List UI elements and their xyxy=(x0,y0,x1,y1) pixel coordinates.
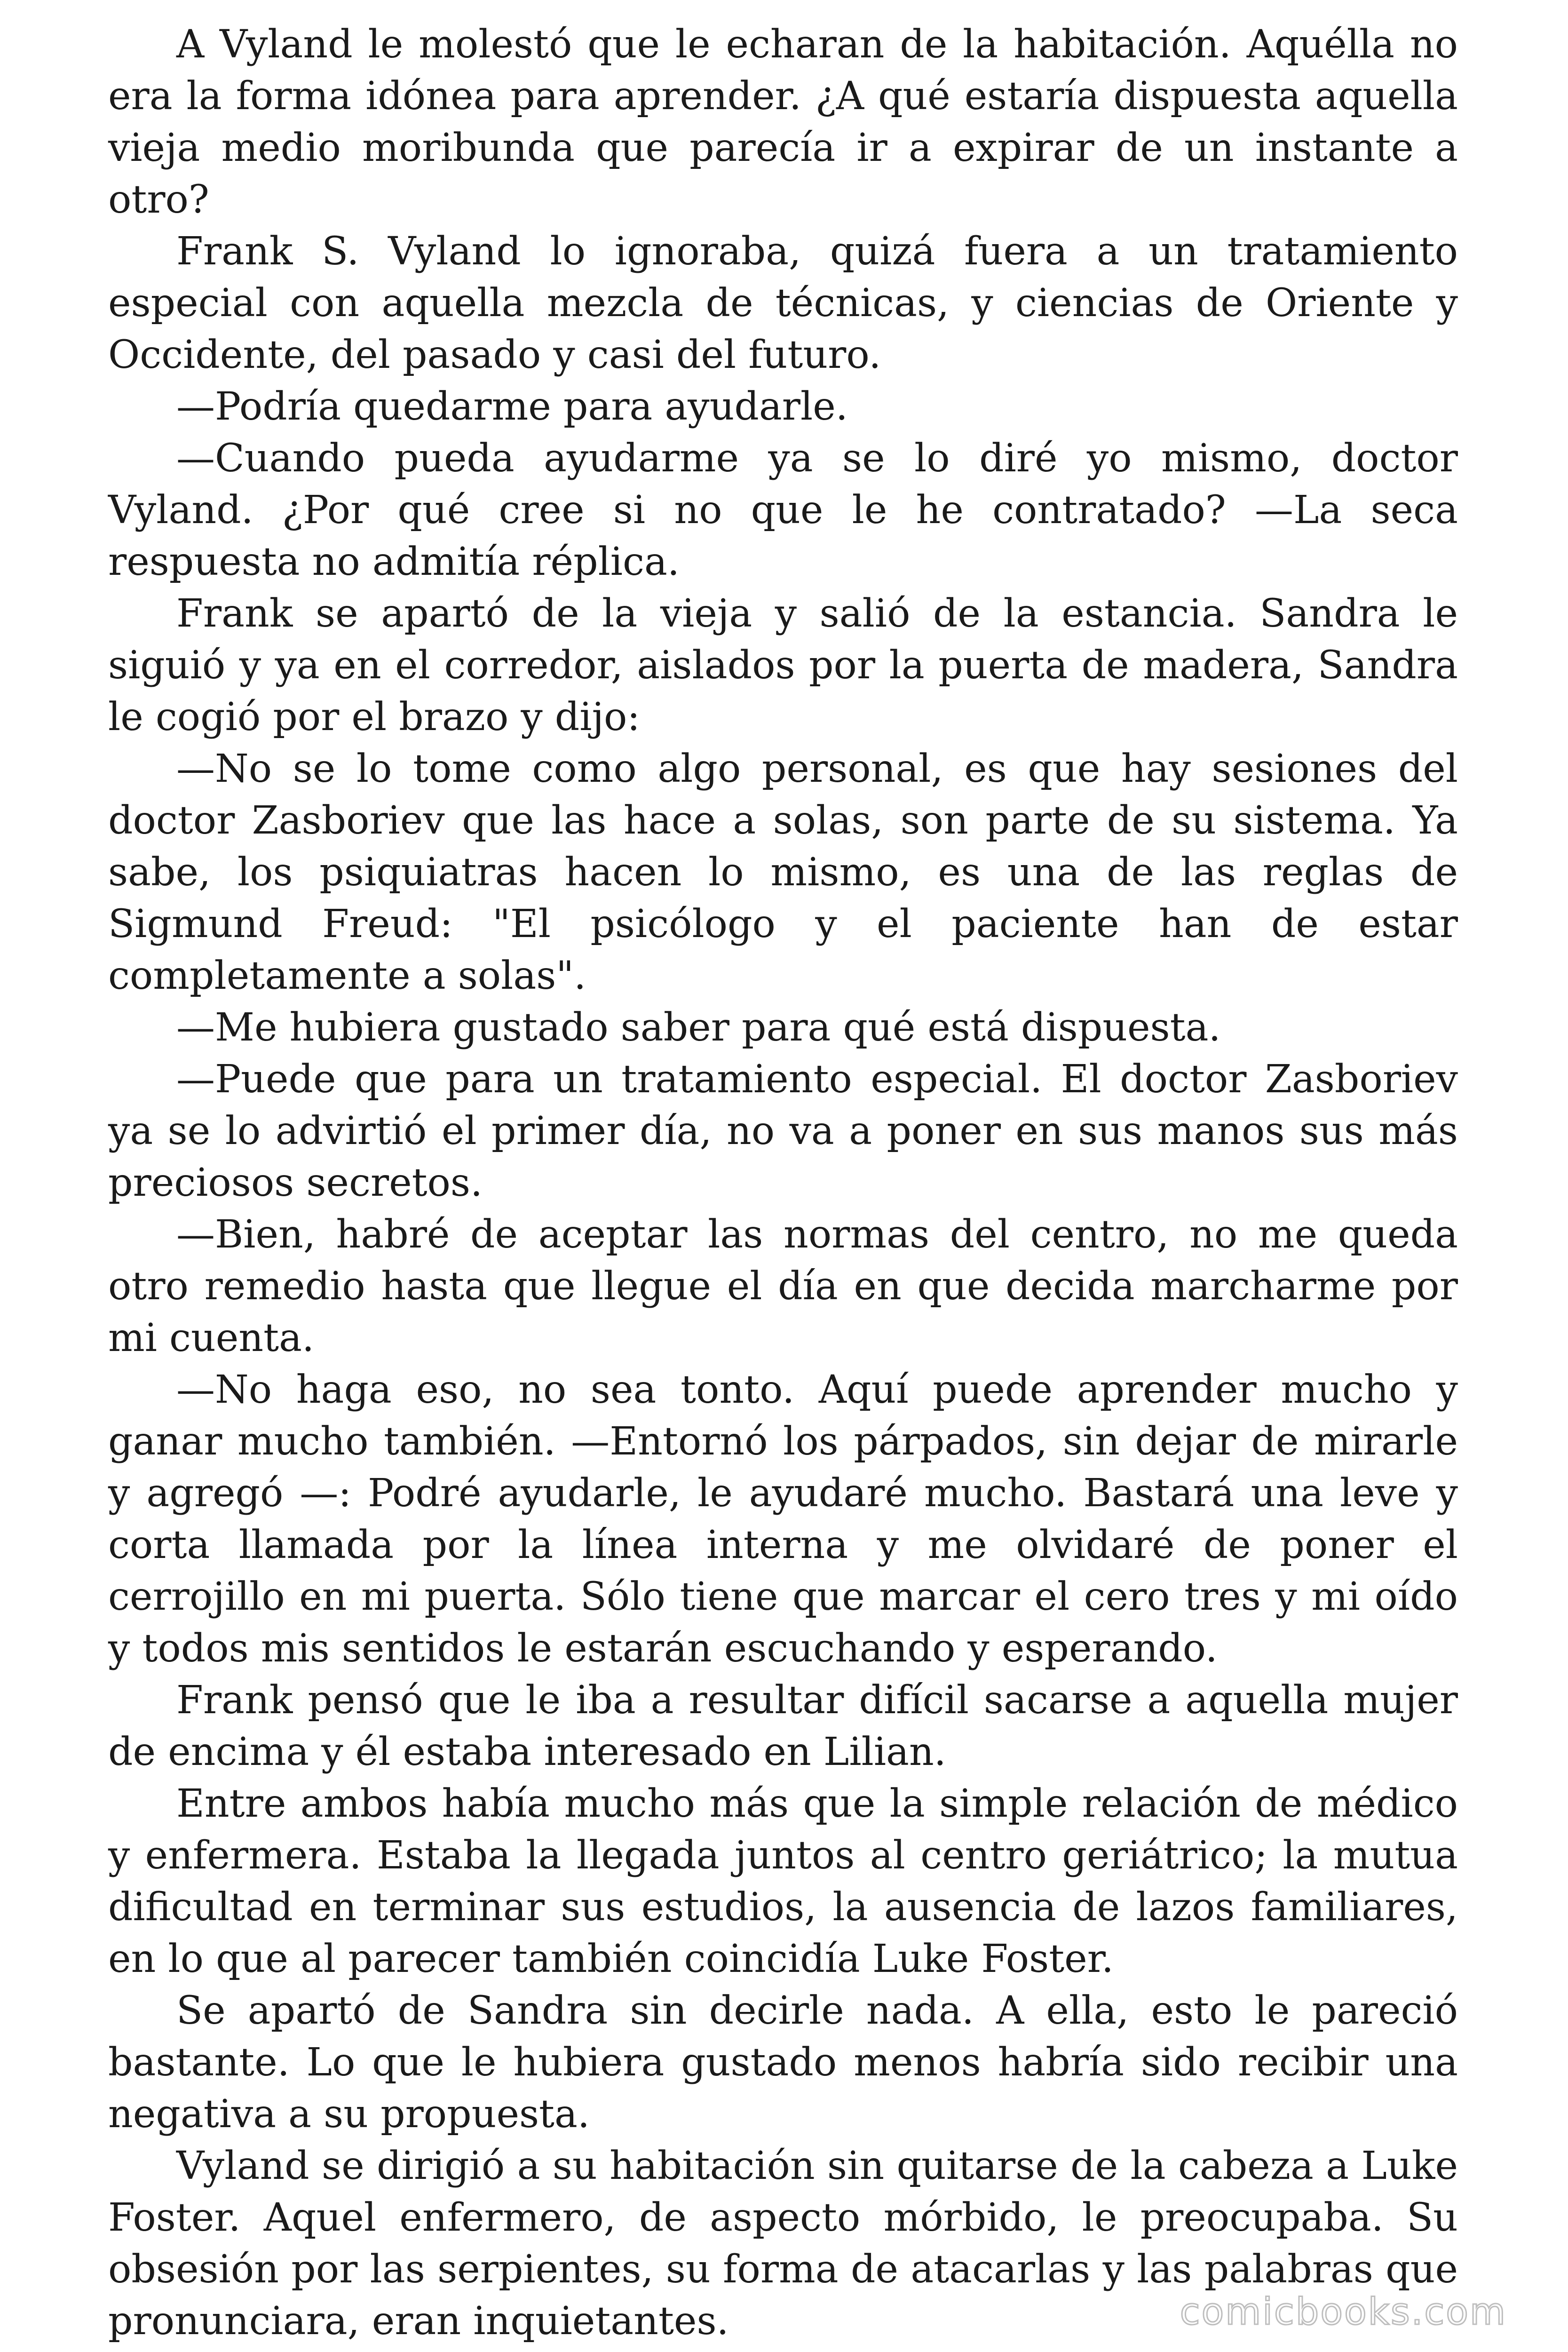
paragraph: Frank se apartó de la vieja y salió de la estancia. Sandra le siguió y ya en el corredor, aislados por la puerta de madera, Sandra le cogió por el brazo y dijo: xyxy=(108,591,1458,739)
paragraph: —Puede que para un tratamiento especial. El doctor Zasboriev ya se lo advirtió el primer día, no va a poner en sus manos sus más preciosos secretos. xyxy=(108,1057,1458,1205)
paragraph: —Podría quedarme para ayudarle. xyxy=(176,384,848,429)
paragraph: A Vyland le molestó que le echaran de la habitación. Aquélla no era la forma idónea para aprender. ¿A qué estaría dispuesta aquella vieja medio moribunda que parecía ir a expirar de un instante a otro? xyxy=(108,22,1458,222)
watermark-text: comicbooks.com xyxy=(1180,2291,1507,2333)
paragraph: —Me hubiera gustado saber para qué está dispuesta. xyxy=(176,1005,1221,1050)
paragraph: Frank S. Vyland lo ignoraba, quizá fuera a un tratamiento especial con aquella mezcla de técnicas, y ciencias de Oriente y Occidente, del pasado y casi del futuro. xyxy=(108,229,1458,377)
paragraph: Vyland se dirigió a su habitación sin quitarse de la cabeza a Luke Foster. Aquel enfermero, de aspecto mórbido, le preocupaba. Su obsesión por las serpientes, su forma de atacarlas y las palabras que pronunciara, eran inquietantes. xyxy=(108,2144,1458,2344)
paragraph: —No se lo tome como algo personal, es que hay sesiones del doctor Zasboriev que las hace a solas, son parte de su sistema. Ya sabe, los psiquiatras hacen lo mismo, es una de las reglas de Sigmund Freud: "El psicólogo y el paciente han de estar completamente a solas". xyxy=(108,747,1458,998)
paragraph: Frank pensó que le iba a resultar difícil sacarse a aquella mujer de encima y él estaba interesado en Lilian. xyxy=(108,1678,1458,1774)
paragraph: —Cuando pueda ayudarme ya se lo diré yo mismo, doctor Vyland. ¿Por qué cree si no que le he contratado? —La seca respuesta no admitía réplica. xyxy=(108,436,1458,584)
paragraph: —No haga eso, no sea tonto. Aquí puede aprender mucho y ganar mucho también. —Entornó los párpados, sin dejar de mirarle y agregó —: Podré ayudarle, le ayudaré mucho. Bastará una leve y corta llamada por la línea interna y me olvidaré de poner el cerrojillo en mi puerta. Sólo tiene que marcar el cero tres y mi oído y todos mis sentidos le estarán escuchando y esperando. xyxy=(108,1367,1458,1671)
paragraph: Entre ambos había mucho más que la simple relación de médico y enfermera. Estaba la llegada juntos al centro geriátrico; la mutua dificultad en terminar sus estudios, la ausencia de lazos familiares, en lo que al parecer también coincidía Luke Foster. xyxy=(108,1781,1458,1981)
page-text xyxy=(108,19,1458,2347)
paragraph: Se apartó de Sandra sin decirle nada. A ella, esto le pareció bastante. Lo que le hubiera gustado menos habría sido recibir una negativa a su propuesta. xyxy=(108,1988,1458,2137)
paragraph: —Bien, habré de aceptar las normas del centro, no me queda otro remedio hasta que llegue el día en que decida marcharme por mi cuenta. xyxy=(108,1212,1458,1360)
